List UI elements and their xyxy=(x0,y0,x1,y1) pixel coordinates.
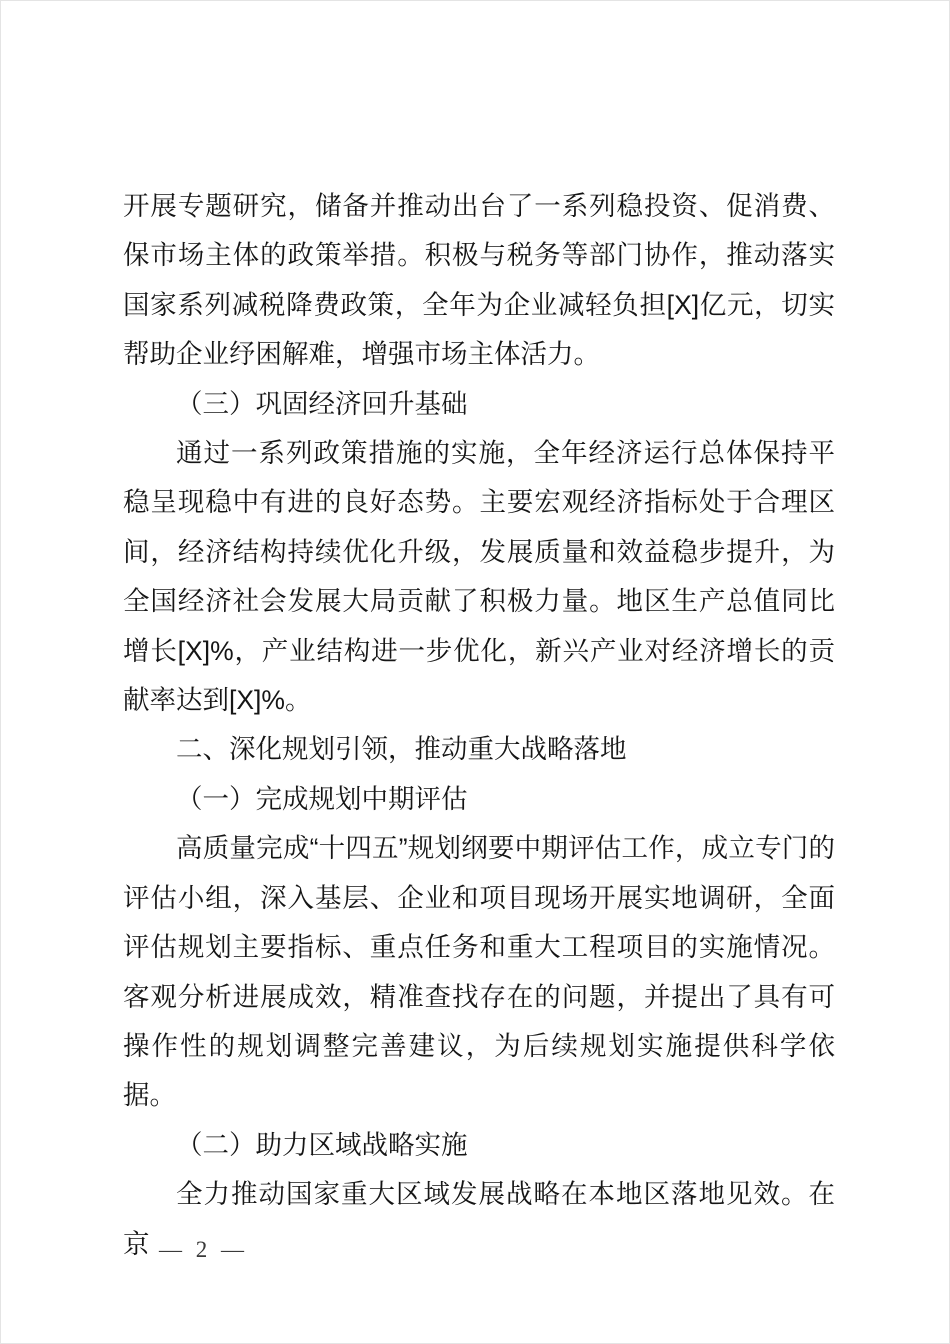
paragraph: 通过一系列政策措施的实施，全年经济运行总体保持平稳呈现稳中有进的良好态势。主要宏观经济指标处于合理区间，经济结构持续优化升级，发展质量和效益稳步提升，为全国经济社会发展大局贡献了积极力量。地区生产总值同比增长[X]%，产业结构进一步优化，新兴产业对经济增长的贡献率达到[X]%。 xyxy=(123,438,835,716)
document-body xyxy=(123,182,835,1269)
paragraph: 高质量完成“十四五”规划纲要中期评估工作，成立专门的评估小组，深入基层、企业和项目现场开展实地调研，全面评估规划主要指标、重点任务和重大工程项目的实施情况。客观分析进展成效，精准查找存在的问题，并提出了具有可操作性的规划调整完善建议，为后续规划实施提供科学依据。 xyxy=(123,833,835,1111)
heading-2: （三）巩固经济回升基础 xyxy=(176,388,468,419)
heading-2: （一）完成规划中期评估 xyxy=(176,783,468,814)
paragraph: 全力推动国家重大区域发展战略在本地区落地见效。在京 xyxy=(123,1179,835,1259)
page-number: — 2 — xyxy=(159,1237,248,1262)
paragraph-continuation: 开展专题研究，储备并推动出台了一系列稳投资、促消费、保市场主体的政策举措。积极与税务等部门协作，推动落实国家系列减税降费政策，全年为企业减轻负担[X]亿元，切实帮助企业纾困解难，增强市场主体活力。 xyxy=(123,191,835,370)
heading-2: （二）助力区域战略实施 xyxy=(176,1129,468,1160)
heading-1: 二、深化规划引领，推动重大战略落地 xyxy=(176,734,627,765)
